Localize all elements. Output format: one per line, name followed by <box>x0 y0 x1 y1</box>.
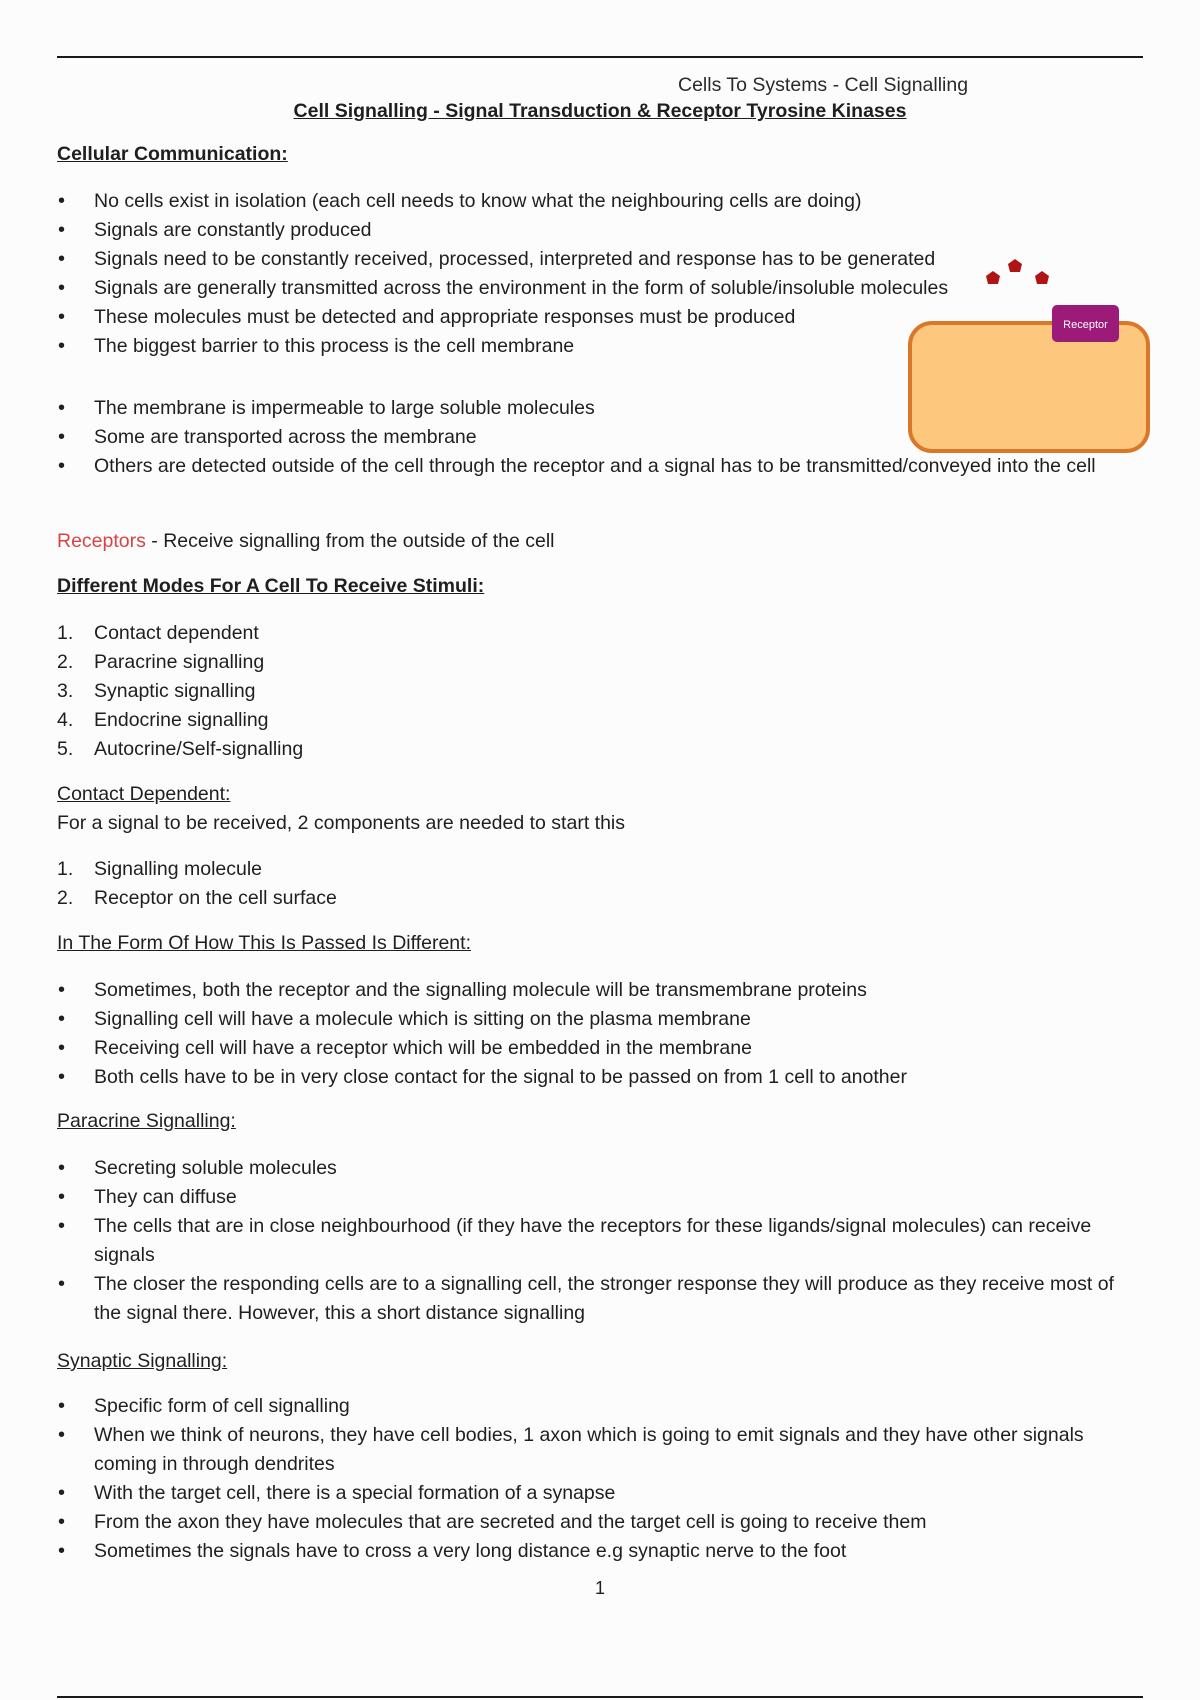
receptor-label: Receptor <box>1063 319 1108 331</box>
list-item <box>57 735 657 764</box>
cellular-communication-list-a <box>57 187 997 361</box>
section-heading-cellular-communication: Cellular Communication: <box>57 143 288 165</box>
list-item <box>57 884 657 913</box>
list-item: • The closer the responding cells are to a signalling cell, the stronger response they will produce as they receive most of the signal there. However, this a short distance signalling <box>57 1270 1127 1328</box>
list-item: • Both cells have to be in very close contact for the signal to be passed on from 1 cell to another <box>57 1063 1127 1092</box>
page-title: Cell Signalling - Signal Transduction & Receptor Tyrosine Kinases <box>293 100 907 122</box>
list-item: • These molecules must be detected and appropriate responses must be produced <box>57 303 997 332</box>
list-item: • Signals are constantly produced <box>57 216 997 245</box>
list-item: • Others are detected outside of the cell through the receptor and a signal has to be transmitted/conveyed into the cell <box>57 452 1127 481</box>
list-item: • Signals are generally transmitted across the environment in the form of soluble/insoluble molecules <box>57 274 997 303</box>
list-item: • The membrane is impermeable to large soluble molecules <box>57 394 1127 423</box>
ligand-molecule-icon <box>1035 271 1049 284</box>
section-heading-modes: Different Modes For A Cell To Receive Stimuli: <box>57 575 485 597</box>
receptors-definition <box>57 530 555 553</box>
list-item <box>57 648 657 677</box>
running-header: Cells To Systems - Cell Signalling <box>678 74 969 96</box>
page-number: 1 <box>594 1578 605 1598</box>
list-number: 2. <box>57 887 74 909</box>
section-heading-form-passed: In The Form Of How This Is Passed Is Different: <box>57 932 471 954</box>
contact-dependent-intro: For a signal to be received, 2 components are needed to start this <box>57 812 625 834</box>
list-item: • No cells exist in isolation (each cell needs to know what the neighbouring cells are doing) <box>57 187 997 216</box>
receptors-term: Receptors <box>57 530 146 552</box>
list-text: Contact dependent <box>94 622 259 644</box>
list-item: • Specific form of cell signalling <box>57 1392 1127 1421</box>
synaptic-list <box>57 1392 1127 1566</box>
list-item: • From the axon they have molecules that are secreted and the target cell is going to receive them <box>57 1508 1127 1537</box>
list-item: • With the target cell, there is a special formation of a synapse <box>57 1479 1127 1508</box>
list-item: • The cells that are in close neighbourhood (if they have the receptors for these ligands/signal molecules) can receive signals <box>57 1212 1127 1270</box>
list-text: Signalling molecule <box>94 858 263 880</box>
list-text: Receptor on the cell surface <box>94 887 337 909</box>
list-item <box>57 706 657 735</box>
list-number: 2. <box>57 651 74 673</box>
list-item: • Secreting soluble molecules <box>57 1154 1127 1183</box>
list-number: 5. <box>57 738 74 760</box>
bottom-rule <box>57 1696 1143 1698</box>
list-item: • Sometimes the signals have to cross a very long distance e.g synaptic nerve to the foot <box>57 1537 1127 1566</box>
list-number: 1. <box>57 858 74 880</box>
cell-body <box>910 323 1148 451</box>
list-item: • When we think of neurons, they have cell bodies, 1 axon which is going to emit signals and they have other signals coming in through dendrites <box>57 1421 1127 1479</box>
receptors-definition-text: - Receive signalling from the outside of the cell <box>145 530 555 552</box>
list-item: • Some are transported across the membrane <box>57 423 1127 452</box>
form-passed-list <box>57 976 1127 1092</box>
list-item: • Signalling cell will have a molecule which is sitting on the plasma membrane <box>57 1005 1127 1034</box>
list-item: • They can diffuse <box>57 1183 1127 1212</box>
top-rule <box>57 56 1143 58</box>
paracrine-list <box>57 1154 1127 1328</box>
ligand-molecule-icon <box>986 271 1000 284</box>
list-text: Autocrine/Self-signalling <box>94 738 304 760</box>
contact-dependent-list <box>57 855 657 913</box>
modes-list <box>57 619 657 764</box>
section-heading-contact-dependent: Contact Dependent: <box>57 783 231 805</box>
section-heading-synaptic: Synaptic Signalling: <box>57 1350 228 1372</box>
list-item: • The biggest barrier to this process is the cell membrane <box>57 332 997 361</box>
list-text: Synaptic signalling <box>94 680 256 702</box>
list-item <box>57 619 657 648</box>
list-item <box>57 677 657 706</box>
section-heading-paracrine: Paracrine Signalling: <box>57 1110 236 1132</box>
list-item: • Receiving cell will have a receptor which will be embedded in the membrane <box>57 1034 1127 1063</box>
cell-receptor-diagram <box>900 255 1160 455</box>
list-item <box>57 855 657 884</box>
ligand-molecule-icon <box>1008 259 1022 272</box>
list-text: Paracrine signalling <box>94 651 265 673</box>
list-number: 1. <box>57 622 74 644</box>
list-item: • Signals need to be constantly received, processed, interpreted and response has to be generated <box>57 245 997 274</box>
list-text: Endocrine signalling <box>94 709 269 731</box>
list-item: • Sometimes, both the receptor and the signalling molecule will be transmembrane proteins <box>57 976 1127 1005</box>
list-number: 3. <box>57 680 74 702</box>
list-number: 4. <box>57 709 74 731</box>
